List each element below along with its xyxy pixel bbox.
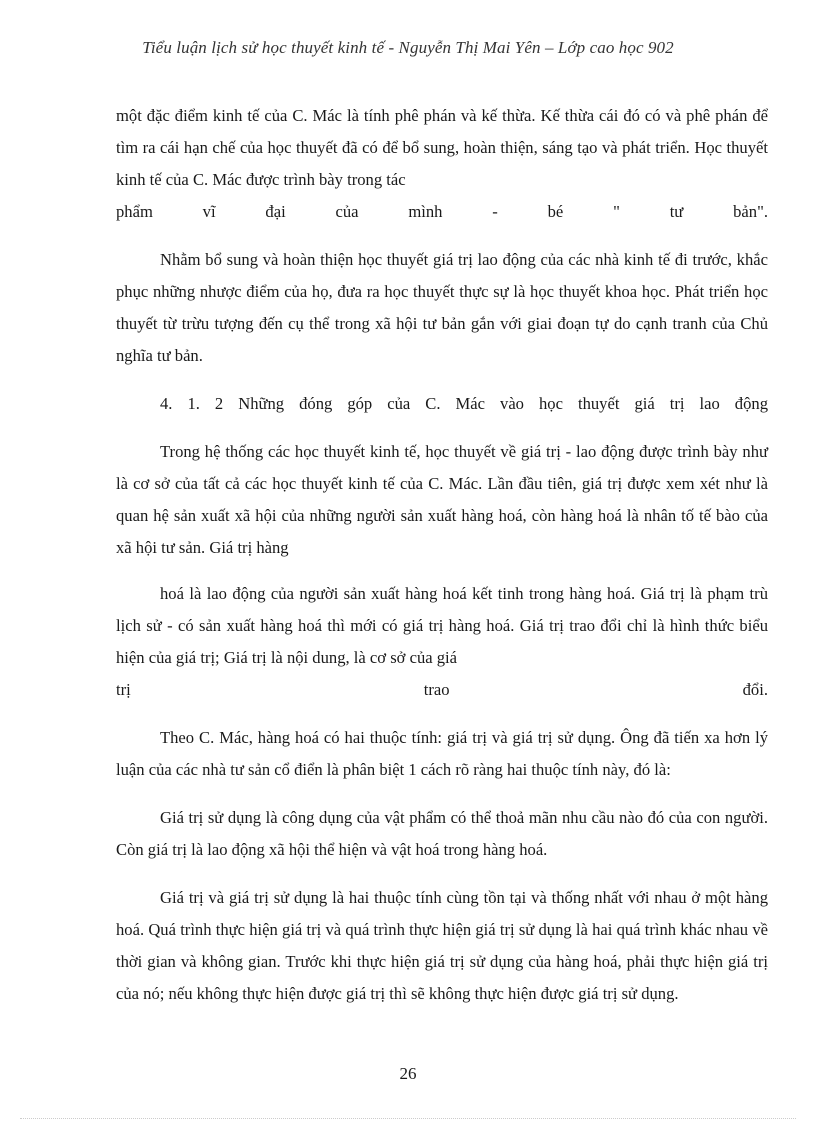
paragraph-5: Theo C. Mác, hàng hoá có hai thuộc tính: giá trị và giá trị sử dụng. Ông đã tiến xa hơn lý luận của các nhà tư sản cổ điển là phân biệt 1 cách rõ ràng hai thuộc tính này, đó là:	[116, 728, 768, 779]
paragraph-7: Giá trị và giá trị sử dụng là hai thuộc tính cùng tồn tại và thống nhất với nhau ở một hàng hoá. Quá trình thực hiện giá trị và quá trình thực hiện giá trị sử dụng là hai quá trình khác nhau về thời gian và không gian. Trước khi thực hiện giá trị sử dụng của hàng hoá, phải thực hiện giá trị của nó; nếu không thực hiện được giá trị thì sẽ không thực hiện được giá trị sử dụng.	[116, 888, 768, 1003]
paragraph-2: Nhằm bổ sung và hoàn thiện học thuyết giá trị lao động của các nhà kinh tế đi trước, khắc phục những nhược điểm của họ, đưa ra học thuyết thực sự là học thuyết khoa học. Phát triển học thuyết từ trừu tượng đến cụ thể trong xã hội tư bản gắn với giai đoạn tự do cạnh tranh của Chủ nghĩa tư bản.	[116, 250, 768, 365]
paragraph-1: một đặc điểm kinh tế của C. Mác là tính phê phán và kế thừa. Kế thừa cái đó có và phê phán để tìm ra cái hạn chế của học thuyết đã có để bổ sung, hoàn thiện, sáng tạo và phát triển. Học thuyết kinh tế của C. Mác được trình bày trong tác	[116, 106, 768, 189]
page-bottom-divider	[20, 1118, 796, 1119]
body-text	[116, 100, 768, 1010]
paragraph-4: hoá là lao động của người sản xuất hàng hoá kết tinh trong hàng hoá. Giá trị là phạm trù lịch sử - có sản xuất hàng hoá thì mới có giá trị hàng hoá. Giá trị trao đổi chỉ là hình thức biểu hiện của giá trị; Giá trị là nội dung, là cơ sở của giá	[116, 584, 768, 667]
running-header: Tiểu luận lịch sử học thuyết kinh tế - Nguyễn Thị Mai Yên – Lớp cao học 902	[142, 38, 674, 57]
paragraph-4-last-line: trị trao đổi.	[116, 680, 768, 699]
section-heading-4-1-2: 4. 1. 2 Những đóng góp của C. Mác vào học thuyết giá trị lao động	[160, 394, 768, 413]
page-number: 26	[399, 1064, 417, 1083]
paragraph-1-last-line: phẩm vĩ đại của mình - bé " tư bản".	[116, 202, 768, 221]
paragraph-3: Trong hệ thống các học thuyết kinh tế, học thuyết về giá trị - lao động được trình bày như là cơ sở của tất cả các học thuyết kinh tế của C. Mác. Lần đầu tiên, giá trị được xem xét như là quan hệ sản xuất xã hội của những người sản xuất hàng hoá, còn hàng hoá là nhân tố tế bào của xã hội tư sản. Giá trị hàng	[116, 442, 768, 557]
paragraph-6: Giá trị sử dụng là công dụng của vật phẩm có thể thoả mãn nhu cầu nào đó của con người. Còn giá trị là lao động xã hội thể hiện và vật hoá trong hàng hoá.	[116, 808, 768, 859]
